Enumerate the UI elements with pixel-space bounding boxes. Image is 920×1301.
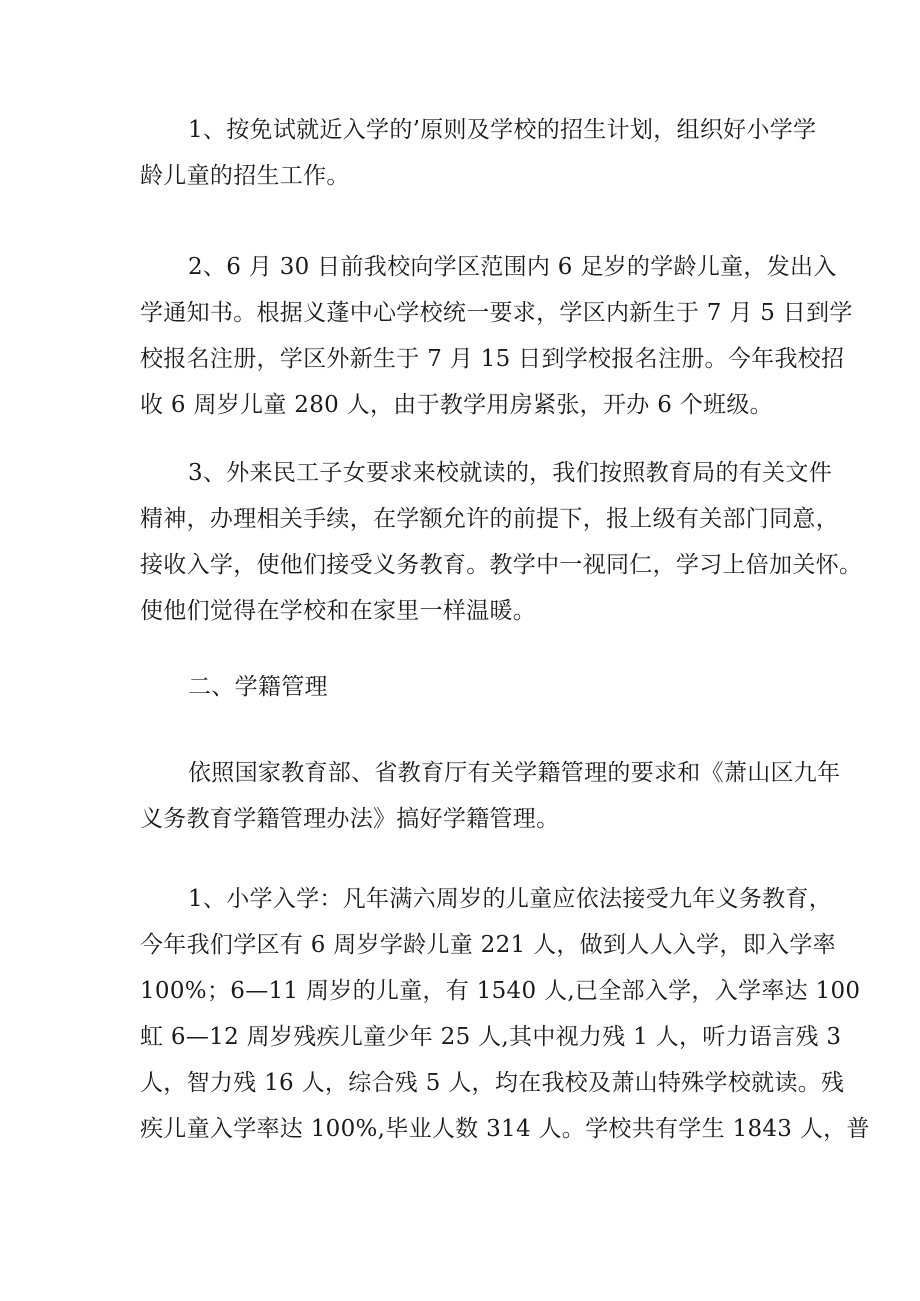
text-line: 学通知书。根据义蓬中心学校统一要求，学区内新生于 7 月 5 日到学 — [140, 300, 853, 326]
text-line: 100%；6—11 周岁的儿童，有 1540 人,已全部入学，入学率达 100 — [140, 978, 861, 1004]
text-line: 义务教育学籍管理办法》搞好学籍管理。 — [140, 806, 560, 832]
text-line: 人，智力残 16 人，综合残 5 人，均在我校及萧山特殊学校就读。残 — [140, 1070, 845, 1096]
text-line: 1、小学入学：凡年满六周岁的儿童应依法接受九年义务教育， — [188, 886, 833, 912]
text-line: 使他们觉得在学校和在家里一样温暖。 — [140, 598, 537, 624]
paragraph-enrollment-notice — [140, 244, 853, 428]
section-heading-registry — [140, 664, 800, 710]
text-line: 依照国家教育部、省教育厅有关学籍管理的要求和《萧山区九年 — [188, 760, 841, 786]
section-heading: 二、学籍管理 — [188, 674, 328, 700]
text-line: 接收入学，使他们接受义务教育。教学中一视同仁，学习上倍加关怀。 — [140, 552, 863, 578]
paragraph-registry-requirements — [140, 750, 841, 842]
text-line: 3、外来民工子女要求来校就读的，我们按照教育局的有关文件 — [188, 460, 833, 486]
paragraph-primary-admission — [140, 876, 870, 1152]
text-line: 精神，办理相关手续，在学额允许的前提下，报上级有关部门同意， — [140, 506, 839, 532]
text-line: 今年我们学区有 6 周岁学龄儿童 221 人，做到人人入学，即入学率 — [140, 932, 836, 958]
text-line: 收 6 周岁儿童 280 人，由于教学用房紧张，开办 6 个班级。 — [140, 392, 773, 418]
text-line: 2、6 月 30 日前我校向学区范围内 6 足岁的学龄儿童，发出入 — [188, 254, 837, 280]
paragraph-migrant-children — [140, 450, 863, 634]
paragraph-enrollment-principle — [140, 107, 817, 199]
text-line: 1、按免试就近入学的’原则及学校的招生计划，组织好小学学 — [188, 117, 817, 143]
text-line: 虹 6—12 周岁残疾儿童少年 25 人,其中视力残 1 人，听力语言残 3 — [140, 1024, 842, 1050]
text-line: 疾儿童入学率达 100%,毕业人数 314 人。学校共有学生 1843 人，普 — [140, 1116, 870, 1142]
text-line: 龄儿童的招生工作。 — [140, 163, 350, 189]
text-line: 校报名注册，学区外新生于 7 月 15 日到学校报名注册。今年我校招 — [140, 346, 845, 372]
